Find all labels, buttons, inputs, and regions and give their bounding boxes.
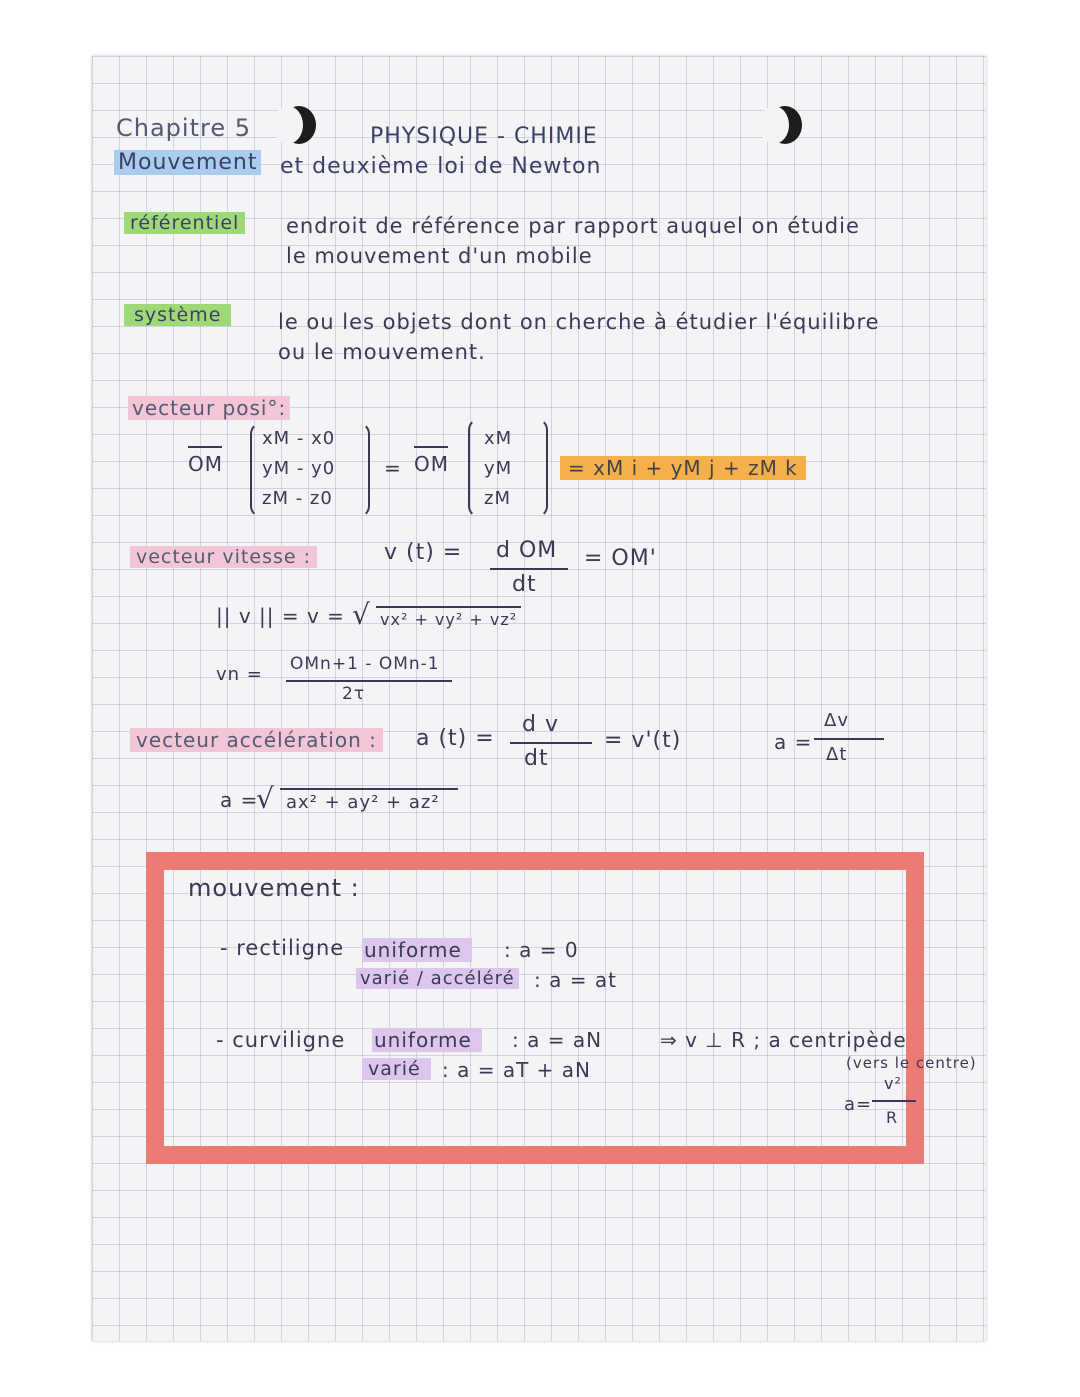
acceleration-sqrt-sign: √ xyxy=(256,782,275,815)
col2-row3: zM xyxy=(484,488,511,509)
vn-fraction-line xyxy=(286,680,452,682)
curviligne-label: - curviligne xyxy=(216,1028,346,1052)
speed-fraction-line xyxy=(490,568,568,570)
a-delta-lhs: a = xyxy=(774,730,813,754)
def-systeme-line2: ou le mouvement. xyxy=(278,340,486,364)
speed-label: vecteur vitesse : xyxy=(130,546,317,568)
speed-sqrt-sign: √ xyxy=(352,598,371,631)
col2-row1: xM xyxy=(484,428,513,449)
def-referentiel-line1: endroit de référence par rapport auquel on étudie xyxy=(286,214,860,238)
vn-lhs: vn = xyxy=(216,664,263,685)
speed-norm-radicand: vx² + vy² + vz² xyxy=(376,606,521,629)
om-symbol: OM xyxy=(188,452,223,476)
curviligne-perp: ⇒ v ⊥ R ; a centripède xyxy=(660,1028,907,1052)
col1-row1: xM - x0 xyxy=(262,428,336,449)
title-part2: et deuxième loi de Newton xyxy=(280,154,602,179)
col1-row3: zM - z0 xyxy=(262,488,333,509)
chapter-label: Chapitre 5 xyxy=(116,114,251,142)
curviligne-uniforme-eq: : a = aN xyxy=(512,1028,603,1052)
speed-den: dt xyxy=(512,572,537,597)
punch-hole-right xyxy=(768,106,802,144)
om-arrow xyxy=(188,446,222,448)
curviligne-uniforme: uniforme xyxy=(372,1028,482,1052)
a-delta-fraction-line xyxy=(814,738,884,740)
rectiligne-uniforme-eq: : a = 0 xyxy=(504,938,579,962)
speed-rhs: = OM' xyxy=(584,546,657,571)
acceleration-label: vecteur accélération : xyxy=(130,728,383,752)
subject-title: PHYSIQUE - CHIMIE xyxy=(370,124,598,149)
term-systeme: système xyxy=(124,304,231,326)
punch-hole-left xyxy=(282,106,316,144)
term-referentiel: référentiel xyxy=(124,212,245,234)
vn-den: 2τ xyxy=(342,684,366,704)
centripetal-num: v² xyxy=(884,1074,902,1093)
a-delta-num: Δv xyxy=(824,710,849,731)
centripetal-den: R xyxy=(886,1108,899,1127)
om2-arrow xyxy=(414,446,448,448)
rectiligne-varie-eq: : a = at xyxy=(534,968,617,992)
speed-lhs: v (t) = xyxy=(384,540,463,565)
centripetal-fraction-line xyxy=(872,1100,916,1102)
centripetal-lhs: a= xyxy=(844,1094,873,1115)
position-label: vecteur posi°: xyxy=(128,396,290,420)
def-referentiel-line2: le mouvement d'un mobile xyxy=(286,244,593,268)
speed-num: d OM xyxy=(496,538,558,563)
col1-row2: yM - y0 xyxy=(262,458,336,479)
position-equals: = xyxy=(384,456,402,480)
acceleration-norm-lhs: a = xyxy=(220,788,259,812)
title-part1: Mouvement xyxy=(114,150,261,175)
acceleration-lhs: a (t) = xyxy=(416,726,495,751)
acceleration-norm-radicand: ax² + ay² + az² xyxy=(280,788,458,813)
acceleration-fraction-line xyxy=(510,742,592,744)
curviligne-varie-eq: : a = aT + aN xyxy=(442,1058,591,1082)
acceleration-rhs: = v'(t) xyxy=(604,728,682,753)
def-systeme-line1: le ou les objets dont on cherche à étudier l'équilibre xyxy=(278,310,880,334)
curviligne-varie: varié xyxy=(362,1058,431,1080)
curviligne-note: (vers le centre) xyxy=(846,1054,977,1072)
acceleration-num: d v xyxy=(522,712,559,737)
col2-row2: yM xyxy=(484,458,513,479)
acceleration-den: dt xyxy=(524,746,549,771)
a-delta-den: Δt xyxy=(826,744,848,765)
speed-norm-lhs: || v || = v = xyxy=(216,604,345,628)
om2-symbol: OM xyxy=(414,452,449,476)
position-expansion: = xM i + yM j + zM k xyxy=(560,456,806,480)
motion-title: mouvement : xyxy=(188,874,360,902)
rectiligne-varie: varié / accéléré xyxy=(356,968,519,989)
rectiligne-label: - rectiligne xyxy=(220,936,345,960)
vn-num: OMn+1 - OMn-1 xyxy=(290,654,440,674)
rectiligne-uniforme: uniforme xyxy=(362,938,472,962)
